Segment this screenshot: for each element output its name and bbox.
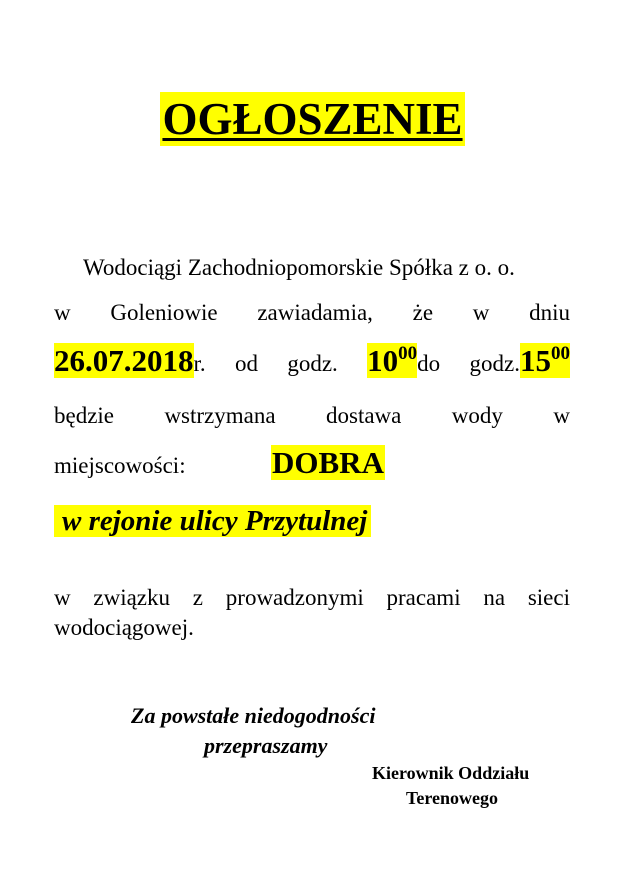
line4-word: wody xyxy=(451,403,503,428)
title-container xyxy=(0,92,625,146)
line2-word: Goleniowie xyxy=(110,300,218,325)
line2-word: dniu xyxy=(529,300,570,325)
line2-word: w xyxy=(54,300,71,325)
locality-name: DOBRA xyxy=(272,445,384,480)
date-suffix: r. xyxy=(193,351,206,376)
locality-container xyxy=(271,445,385,481)
time-to xyxy=(520,343,570,378)
line7-word: na xyxy=(483,585,506,610)
notice-line-7 xyxy=(54,585,570,611)
locality-label: miejscowości: xyxy=(54,453,186,478)
signature-line-2: Terenowego xyxy=(406,788,498,808)
time-from xyxy=(367,343,417,378)
from-label-godz: godz. xyxy=(287,351,338,376)
to-group xyxy=(469,343,569,379)
time-to-hour: 15 xyxy=(519,343,551,378)
line4-word: wstrzymana xyxy=(164,403,276,428)
to-label-godz: godz. xyxy=(469,351,520,376)
to-label-do: do xyxy=(417,351,441,376)
notice-line-4 xyxy=(54,403,570,429)
paragraph-end: wodociągowej. xyxy=(54,615,194,640)
time-from-group xyxy=(367,343,440,379)
date-value: 26.07.2018 xyxy=(54,343,194,378)
time-to-minutes: 00 xyxy=(550,343,570,364)
line4-word: w xyxy=(553,403,570,428)
apology-line-2: przepraszamy xyxy=(204,733,328,758)
notice-line-2 xyxy=(54,300,570,326)
company-name: Wodociągi Zachodniopomorskie Spółka z o. o. xyxy=(83,255,515,280)
notice-line-1 xyxy=(83,255,570,281)
line4-word: dostawa xyxy=(326,403,402,428)
apology-line-1: Za powstałe niedogodności xyxy=(131,703,376,728)
line7-word: w xyxy=(54,585,71,610)
line7-word: związku xyxy=(93,585,171,610)
time-from-minutes: 00 xyxy=(398,343,418,364)
line2-word: w xyxy=(472,300,490,325)
date-group xyxy=(54,343,206,379)
line7-word: pracami xyxy=(386,585,461,610)
line7-word: z xyxy=(192,585,204,610)
notice-line-3 xyxy=(54,343,570,379)
line2-word: że xyxy=(412,300,434,325)
line7-word: prowadzonymi xyxy=(225,585,364,610)
notice-line-6 xyxy=(54,505,371,538)
line4-word: będzie xyxy=(54,403,115,428)
time-from-hour: 10 xyxy=(367,343,399,378)
line2-word: zawiadamia, xyxy=(257,300,373,325)
signature-line-1: Kierownik Oddziału xyxy=(372,763,530,783)
street-area: w rejonie ulicy Przytulnej xyxy=(54,505,371,537)
from-label-od: od xyxy=(234,351,258,376)
page-title: OGŁOSZENIE xyxy=(162,94,463,144)
line7-word: sieci xyxy=(527,585,570,610)
notice-line-8 xyxy=(54,615,570,641)
